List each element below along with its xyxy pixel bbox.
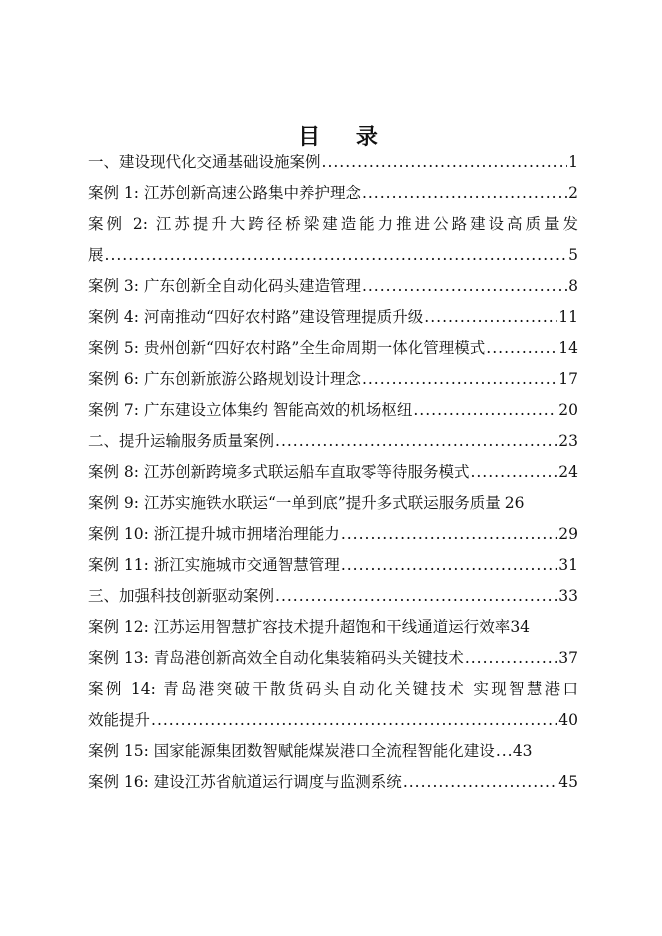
toc-entry-case-14[interactable] bbox=[88, 677, 578, 732]
toc-entry-case-12[interactable] bbox=[88, 615, 578, 639]
dot-leader bbox=[465, 646, 557, 670]
toc-page-number: 33 bbox=[558, 587, 578, 605]
dot-leader bbox=[362, 181, 567, 205]
toc-entry-section-3[interactable] bbox=[88, 584, 578, 608]
toc-entry-text: 案例 1: 江苏创新高速公路集中养护理念 bbox=[88, 184, 361, 202]
toc-entry-text: 案例 11: 浙江实施城市交通智慧管理 bbox=[88, 556, 340, 574]
dot-leader bbox=[470, 460, 557, 484]
toc-page-number: 43 bbox=[512, 742, 533, 760]
dot-leader bbox=[362, 367, 557, 391]
toc-entry-case-7[interactable] bbox=[88, 398, 578, 422]
toc-page-number: 14 bbox=[558, 339, 578, 357]
toc-entry-case-13[interactable] bbox=[88, 646, 578, 670]
toc-entry-case-1[interactable] bbox=[88, 181, 578, 205]
toc-entry-text: 一、建设现代化交通基础设施案例 bbox=[88, 153, 321, 171]
table-of-contents bbox=[88, 150, 578, 801]
dot-leader bbox=[403, 770, 557, 794]
toc-entry-case-6[interactable] bbox=[88, 367, 578, 391]
toc-page-number: 34 bbox=[510, 618, 531, 636]
toc-page-number: 1 bbox=[568, 153, 578, 171]
toc-entry-text: 案例 13: 青岛港创新高效全自动化集装箱码头关键技术 bbox=[88, 649, 464, 667]
toc-entry-case-2[interactable] bbox=[88, 212, 578, 267]
toc-entry-case-3[interactable] bbox=[88, 274, 578, 298]
dot-leader bbox=[105, 243, 568, 267]
toc-page-number: 31 bbox=[558, 556, 578, 574]
dot-leader bbox=[151, 708, 557, 732]
toc-entry-case-8[interactable] bbox=[88, 460, 578, 484]
toc-page-number: 37 bbox=[558, 649, 578, 667]
dot-leader bbox=[341, 553, 557, 577]
toc-entry-text: 案例 6: 广东创新旅游公路规划设计理念 bbox=[88, 370, 361, 388]
dot-leader bbox=[424, 305, 557, 329]
toc-entry-case-5[interactable] bbox=[88, 336, 578, 360]
toc-entry-case-4[interactable] bbox=[88, 305, 578, 329]
toc-entry-section-2[interactable] bbox=[88, 429, 578, 453]
toc-page-number: 23 bbox=[558, 432, 578, 450]
toc-entry-case-10[interactable] bbox=[88, 522, 578, 546]
toc-page-number: 8 bbox=[568, 277, 578, 295]
toc-page-number: 29 bbox=[558, 525, 578, 543]
toc-title: 目 录 bbox=[298, 124, 392, 150]
toc-entry-text: 案例 8: 江苏创新跨境多式联运船车直取零等待服务模式 bbox=[88, 463, 470, 481]
toc-entry-text: 案例 10: 浙江提升城市拥堵治理能力 bbox=[88, 525, 340, 543]
dot-leader bbox=[362, 274, 567, 298]
toc-entry-text: 案例 7: 广东建设立体集约 智能高效的机场枢纽 bbox=[88, 401, 413, 419]
dot-leader bbox=[413, 398, 557, 422]
toc-page-number: 26 bbox=[504, 494, 525, 512]
toc-entry-section-1[interactable] bbox=[88, 150, 578, 174]
toc-page-number: 2 bbox=[568, 184, 578, 202]
dot-leader bbox=[496, 739, 512, 763]
toc-page-number: 45 bbox=[558, 773, 578, 791]
toc-entry-case-15[interactable] bbox=[88, 739, 578, 763]
toc-page-number: 40 bbox=[558, 711, 578, 729]
toc-page-number: 5 bbox=[568, 246, 578, 264]
toc-page-number: 20 bbox=[558, 401, 578, 419]
toc-entry-text: 二、提升运输服务质量案例 bbox=[88, 432, 275, 450]
toc-page-number: 24 bbox=[558, 463, 578, 481]
toc-entry-text: 三、加强科技创新驱动案例 bbox=[88, 587, 275, 605]
dot-leader bbox=[322, 150, 568, 174]
dot-leader bbox=[341, 522, 557, 546]
dot-leader bbox=[275, 429, 557, 453]
dot-leader bbox=[275, 584, 557, 608]
toc-page-number: 11 bbox=[558, 308, 578, 326]
toc-entry-text-line1: 案例 14: 青岛港突破干散货码头自动化关键技术 实现智慧港口 bbox=[88, 680, 578, 698]
toc-entry-text: 案例 5: 贵州创新“四好农村路”全生命周期一体化管理模式 bbox=[88, 339, 486, 357]
toc-entry-text: 案例 3: 广东创新全自动化码头建造管理 bbox=[88, 277, 361, 295]
toc-page-number: 17 bbox=[558, 370, 578, 388]
toc-entry-text: 案例 4: 河南推动“四好农村路”建设管理提质升级 bbox=[88, 308, 424, 326]
toc-entry-text: 案例 12: 江苏运用智慧扩容技术提升超饱和干线通道运行效率 bbox=[88, 618, 511, 636]
toc-entry-text: 案例 9: 江苏实施铁水联运“一单到底”提升多式联运服务质量 bbox=[88, 494, 501, 512]
toc-entry-text: 案例 16: 建设江苏省航道运行调度与监测系统 bbox=[88, 773, 402, 791]
toc-entry-text: 案例 15: 国家能源集团数智赋能煤炭港口全流程智能化建设 bbox=[88, 742, 495, 760]
toc-entry-text-line1: 案例 2: 江苏提升大跨径桥梁建造能力推进公路建设高质量发 bbox=[88, 215, 578, 233]
dot-leader bbox=[486, 336, 557, 360]
toc-entry-case-11[interactable] bbox=[88, 553, 578, 577]
toc-entry-text-line2: 展 bbox=[88, 246, 104, 264]
toc-entry-case-16[interactable] bbox=[88, 770, 578, 794]
toc-entry-text-line2: 效能提升 bbox=[88, 711, 151, 729]
toc-entry-case-9[interactable] bbox=[88, 491, 578, 515]
